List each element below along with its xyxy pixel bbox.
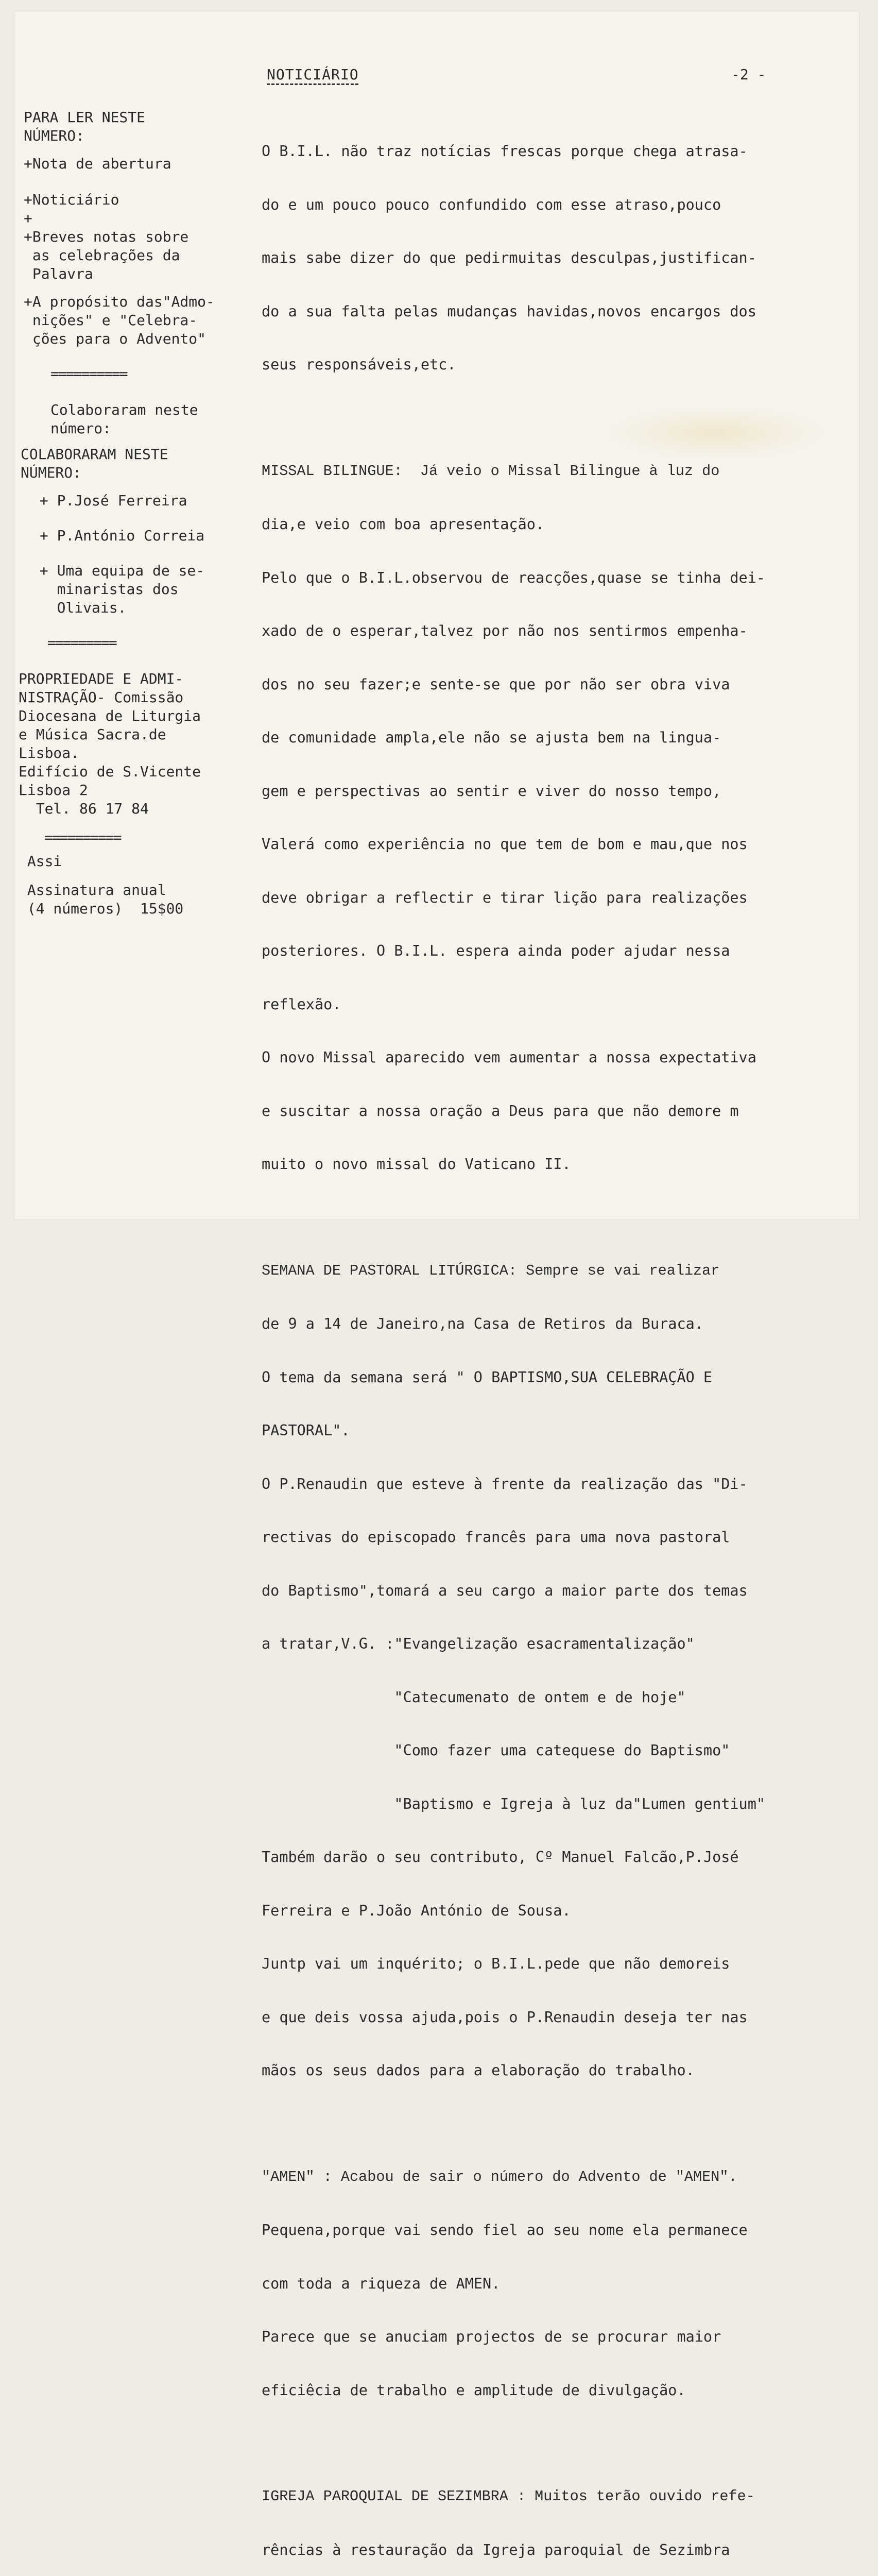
text-line: do e um pouco pouco confundido com esse atraso,pouco bbox=[262, 196, 721, 213]
text-line: muito o novo missal do Vaticano II. bbox=[262, 1156, 571, 1173]
text-line: reflexão. bbox=[262, 995, 341, 1013]
text-line: eficiêcia de trabalho e amplitude de divulgação. bbox=[262, 2381, 686, 2399]
text-line: de comunidade ampla,ele não se ajusta bem na lingua- bbox=[262, 729, 721, 746]
text-line: MISSAL BILINGUE: Já veio o Missal Bilingue à luz do bbox=[262, 462, 720, 480]
text-line: Pequena,porque vai sendo fiel ao seu nome ela permanece bbox=[262, 2222, 748, 2239]
text-line: O novo Missal aparecido vem aumentar a nossa expectativa bbox=[262, 1049, 756, 1066]
text-line: Parece que se anuciam projectos de se procurar maior bbox=[262, 2328, 721, 2345]
amen-item bbox=[262, 2133, 849, 2435]
text-line: PASTORAL". bbox=[262, 1422, 350, 1439]
text-line: "AMEN" : Acabou de sair o número do Advento de "AMEN". bbox=[262, 2168, 737, 2185]
text-line: Pelo que o B.I.L.observou de reacções,quase se tinha dei- bbox=[262, 569, 766, 586]
text-line: Também darão o seu contributo, Cº Manuel Falcão,P.José bbox=[262, 1849, 739, 1866]
collaborators-heading: COLABORARAM NESTE NÚMERO: bbox=[21, 446, 168, 481]
collaborator-item: + P.António Correia bbox=[31, 527, 205, 544]
contents-item: +Breves notas sobre as celebrações da Palavra bbox=[24, 228, 189, 282]
subscription-info: Assinatura anual (4 números) 15$00 bbox=[27, 882, 184, 917]
separator: ========== bbox=[44, 829, 121, 846]
text-line: a tratar,V.G. :"Evangelização esacramentalização" bbox=[262, 1635, 695, 1652]
semana-item bbox=[262, 1227, 849, 2115]
text-line: O B.I.L. não traz notícias frescas porque chega atrasa- bbox=[262, 143, 748, 160]
text-line: rectivas do episcopado francês para uma nova pastoral bbox=[262, 1529, 730, 1546]
sezimbra-item bbox=[262, 2452, 849, 2576]
collaborator-item: + Uma equipa de se- minaristas dos Olivais. bbox=[39, 562, 205, 616]
subscription-fragment: Assi bbox=[19, 853, 62, 870]
text-line: "Como fazer uma catequese do Baptismo" bbox=[262, 1742, 730, 1759]
collaborator-item: + P.José Ferreira bbox=[31, 492, 187, 509]
collaborators-note: Colaboraram neste número: bbox=[50, 401, 198, 437]
text-line: Juntp vai um inquérito; o B.I.L.pede que não demoreis bbox=[262, 1955, 730, 1972]
text-line: mãos os seus dados para a elaboração do trabalho. bbox=[262, 2062, 695, 2079]
text-line: dos no seu fazer;e sente-se que por não ser obra viva bbox=[262, 675, 730, 693]
intro-paragraph bbox=[262, 107, 849, 410]
text-line: IGREJA PAROQUIAL DE SEZIMBRA : Muitos terão ouvido refe- bbox=[262, 2488, 755, 2505]
text-line: rências à restauração da Igreja paroquial de Sezimbra bbox=[262, 2541, 730, 2558]
text-line: com toda a riqueza de AMEN. bbox=[262, 2275, 501, 2292]
text-line: Valerá como experiência no que tem de bom e mau,que nos bbox=[262, 836, 748, 853]
text-line: posteriores. O B.I.L. espera ainda poder ajudar nessa bbox=[262, 942, 730, 959]
section-title: NOTICIÁRIO bbox=[267, 66, 359, 83]
contents-heading: PARA LER NESTE NÚMERO: bbox=[24, 109, 146, 144]
ownership-info: PROPRIEDADE E ADMI- NISTRAÇÃO- Comissão Diocesana de Liturgia e Música Sacra.de Lisboa. Edifício de S.Vicente Lisboa 2 Tel. 86 17 84 bbox=[19, 670, 201, 817]
text-line: dia,e veio com boa apresentação. bbox=[262, 516, 545, 533]
contents-item: +Noticiário + bbox=[24, 191, 119, 227]
separator: ========== bbox=[50, 365, 127, 382]
page-number: -2 - bbox=[731, 66, 766, 83]
text-line: seus responsáveis,etc. bbox=[262, 356, 456, 373]
sidebar-column bbox=[19, 108, 255, 935]
text-line: "Catecumenato de ontem e de hoje" bbox=[262, 1688, 686, 1706]
separator: ========= bbox=[47, 634, 116, 651]
text-line: deve obrigar a reflectir e tirar lição para realizações bbox=[262, 889, 748, 906]
text-line: "Baptismo e Igreja à luz da"Lumen gentium" bbox=[262, 1795, 766, 1812]
contents-item: +Nota de abertura bbox=[24, 155, 171, 172]
text-line: O tema da semana será " O BAPTISMO,SUA CELEBRAÇÃO E bbox=[262, 1368, 713, 1386]
text-line: Ferreira e P.João António de Sousa. bbox=[262, 1902, 571, 1919]
text-line: SEMANA DE PASTORAL LITÚRGICA: Sempre se vai realizar bbox=[262, 1262, 720, 1279]
contents-item: +A propósito das"Admo- nições" e "Celebra- ções para o Advento" bbox=[24, 293, 215, 347]
text-line: e suscitar a nossa oração a Deus para que não demore m bbox=[262, 1102, 739, 1120]
text-line: xado de o esperar,talvez por não nos sentirmos empenha- bbox=[262, 622, 748, 639]
text-line: O P.Renaudin que esteve à frente da realização das "Di- bbox=[262, 1475, 748, 1493]
text-line: e que deis vossa ajuda,pois o P.Renaudin deseja ter nas bbox=[262, 2008, 748, 2026]
text-line: gem e perspectivas ao sentir e viver do nosso tempo, bbox=[262, 782, 721, 800]
text-line: do a sua falta pelas mudanças havidas,novos encargos dos bbox=[262, 302, 756, 320]
text-line: de 9 a 14 de Janeiro,na Casa de Retiros da Buraca. bbox=[262, 1315, 703, 1332]
text-line: do Baptismo",tomará a seu cargo a maior parte dos temas bbox=[262, 1582, 748, 1599]
news-column bbox=[262, 107, 849, 2576]
text-line: mais sabe dizer do que pedirmuitas desculpas,justifican- bbox=[262, 249, 756, 266]
missal-item bbox=[262, 427, 849, 1209]
